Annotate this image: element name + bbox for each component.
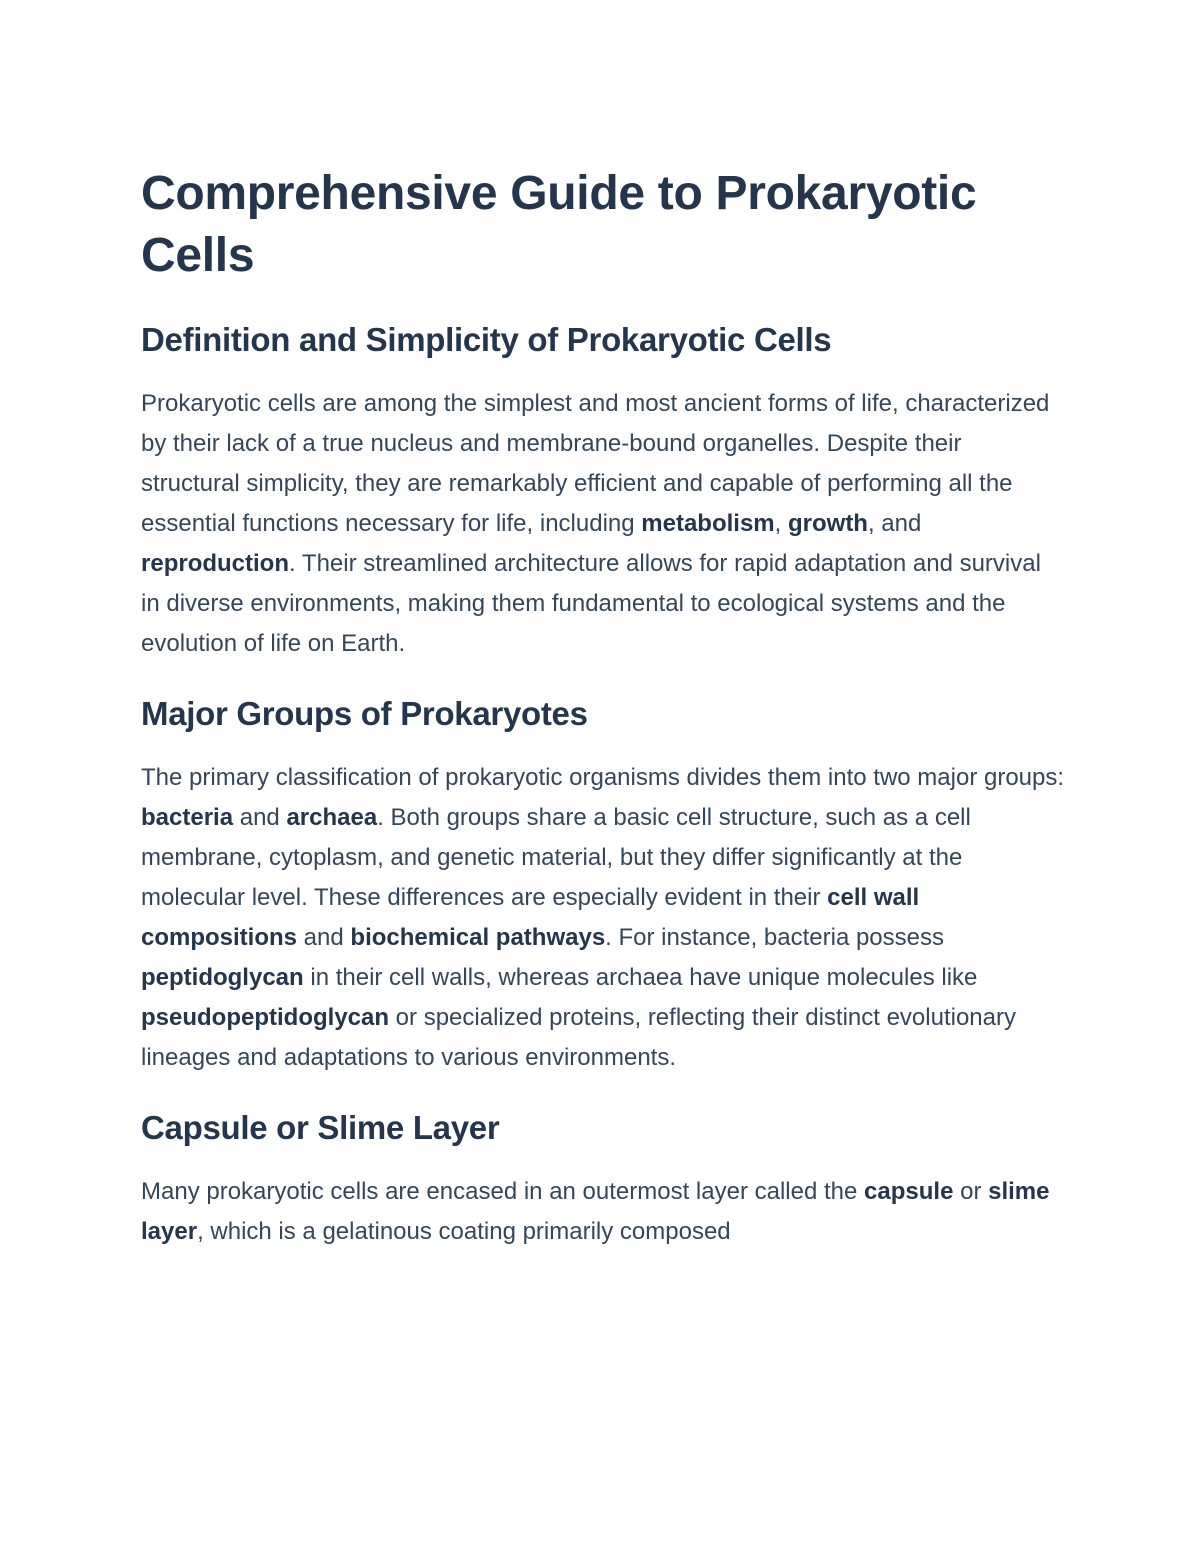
emphasis-term: cell wall compositions bbox=[141, 884, 920, 951]
emphasis-term: capsule bbox=[864, 1178, 954, 1205]
section-heading: Major Groups of Prokaryotes bbox=[141, 695, 588, 732]
section-paragraph bbox=[141, 1172, 1066, 1252]
page-title: Comprehensive Guide to Prokaryotic Cells bbox=[141, 167, 977, 282]
emphasis-term: peptidoglycan bbox=[141, 964, 304, 991]
emphasis-term: slime layer bbox=[141, 1178, 1050, 1245]
emphasis-term: metabolism bbox=[641, 510, 775, 537]
section-paragraph bbox=[141, 384, 1066, 664]
section-definition bbox=[141, 319, 1066, 664]
text-run: . Both groups share a basic cell structure, such as a cell membrane, cytoplasm, and genetic material, but they differ significantly at the molecular level. These differences are especially evident in their bbox=[141, 804, 971, 911]
section-capsule bbox=[141, 1107, 1066, 1252]
section-major-groups bbox=[141, 693, 1066, 1078]
emphasis-term: bacteria bbox=[141, 804, 234, 831]
text-run: and bbox=[233, 804, 287, 831]
emphasis-term: biochemical pathways bbox=[350, 924, 606, 951]
text-run: Prokaryotic cells are among the simplest and most ancient forms of life, characterized by their lack of a true nucleus and membrane-bound organelles. Despite their structural simplicity, they are remarkably efficient and capable of performing all the essential functions necessary for life, including bbox=[141, 390, 1050, 537]
document-page bbox=[141, 163, 1066, 1252]
text-run: , and bbox=[867, 510, 922, 537]
section-paragraph bbox=[141, 758, 1066, 1078]
text-run: , bbox=[774, 510, 788, 537]
text-run: The primary classification of prokaryotic organisms divides them into two major groups: bbox=[141, 764, 1065, 791]
section-heading: Capsule or Slime Layer bbox=[141, 1109, 500, 1146]
emphasis-term: pseudopeptidoglycan bbox=[141, 1004, 390, 1031]
emphasis-term: reproduction bbox=[141, 550, 289, 577]
text-run: . For instance, bacteria possess bbox=[605, 924, 944, 951]
text-run: Many prokaryotic cells are encased in an outermost layer called the bbox=[141, 1178, 865, 1205]
text-run: or specialized proteins, reflecting their distinct evolutionary lineages and adaptations to various environments. bbox=[141, 1004, 1016, 1071]
text-run: in their cell walls, whereas archaea have unique molecules like bbox=[303, 964, 978, 991]
section-heading: Definition and Simplicity of Prokaryotic Cells bbox=[141, 321, 832, 358]
text-run: and bbox=[297, 924, 351, 951]
text-run: . Their streamlined architecture allows for rapid adaptation and survival in diverse environments, making them fundamental to ecological systems and the evolution of life on Earth. bbox=[141, 550, 1041, 657]
text-run: , which is a gelatinous coating primarily composed bbox=[197, 1218, 731, 1245]
emphasis-term: archaea bbox=[286, 804, 378, 831]
emphasis-term: growth bbox=[787, 510, 868, 537]
text-run: or bbox=[953, 1178, 989, 1205]
